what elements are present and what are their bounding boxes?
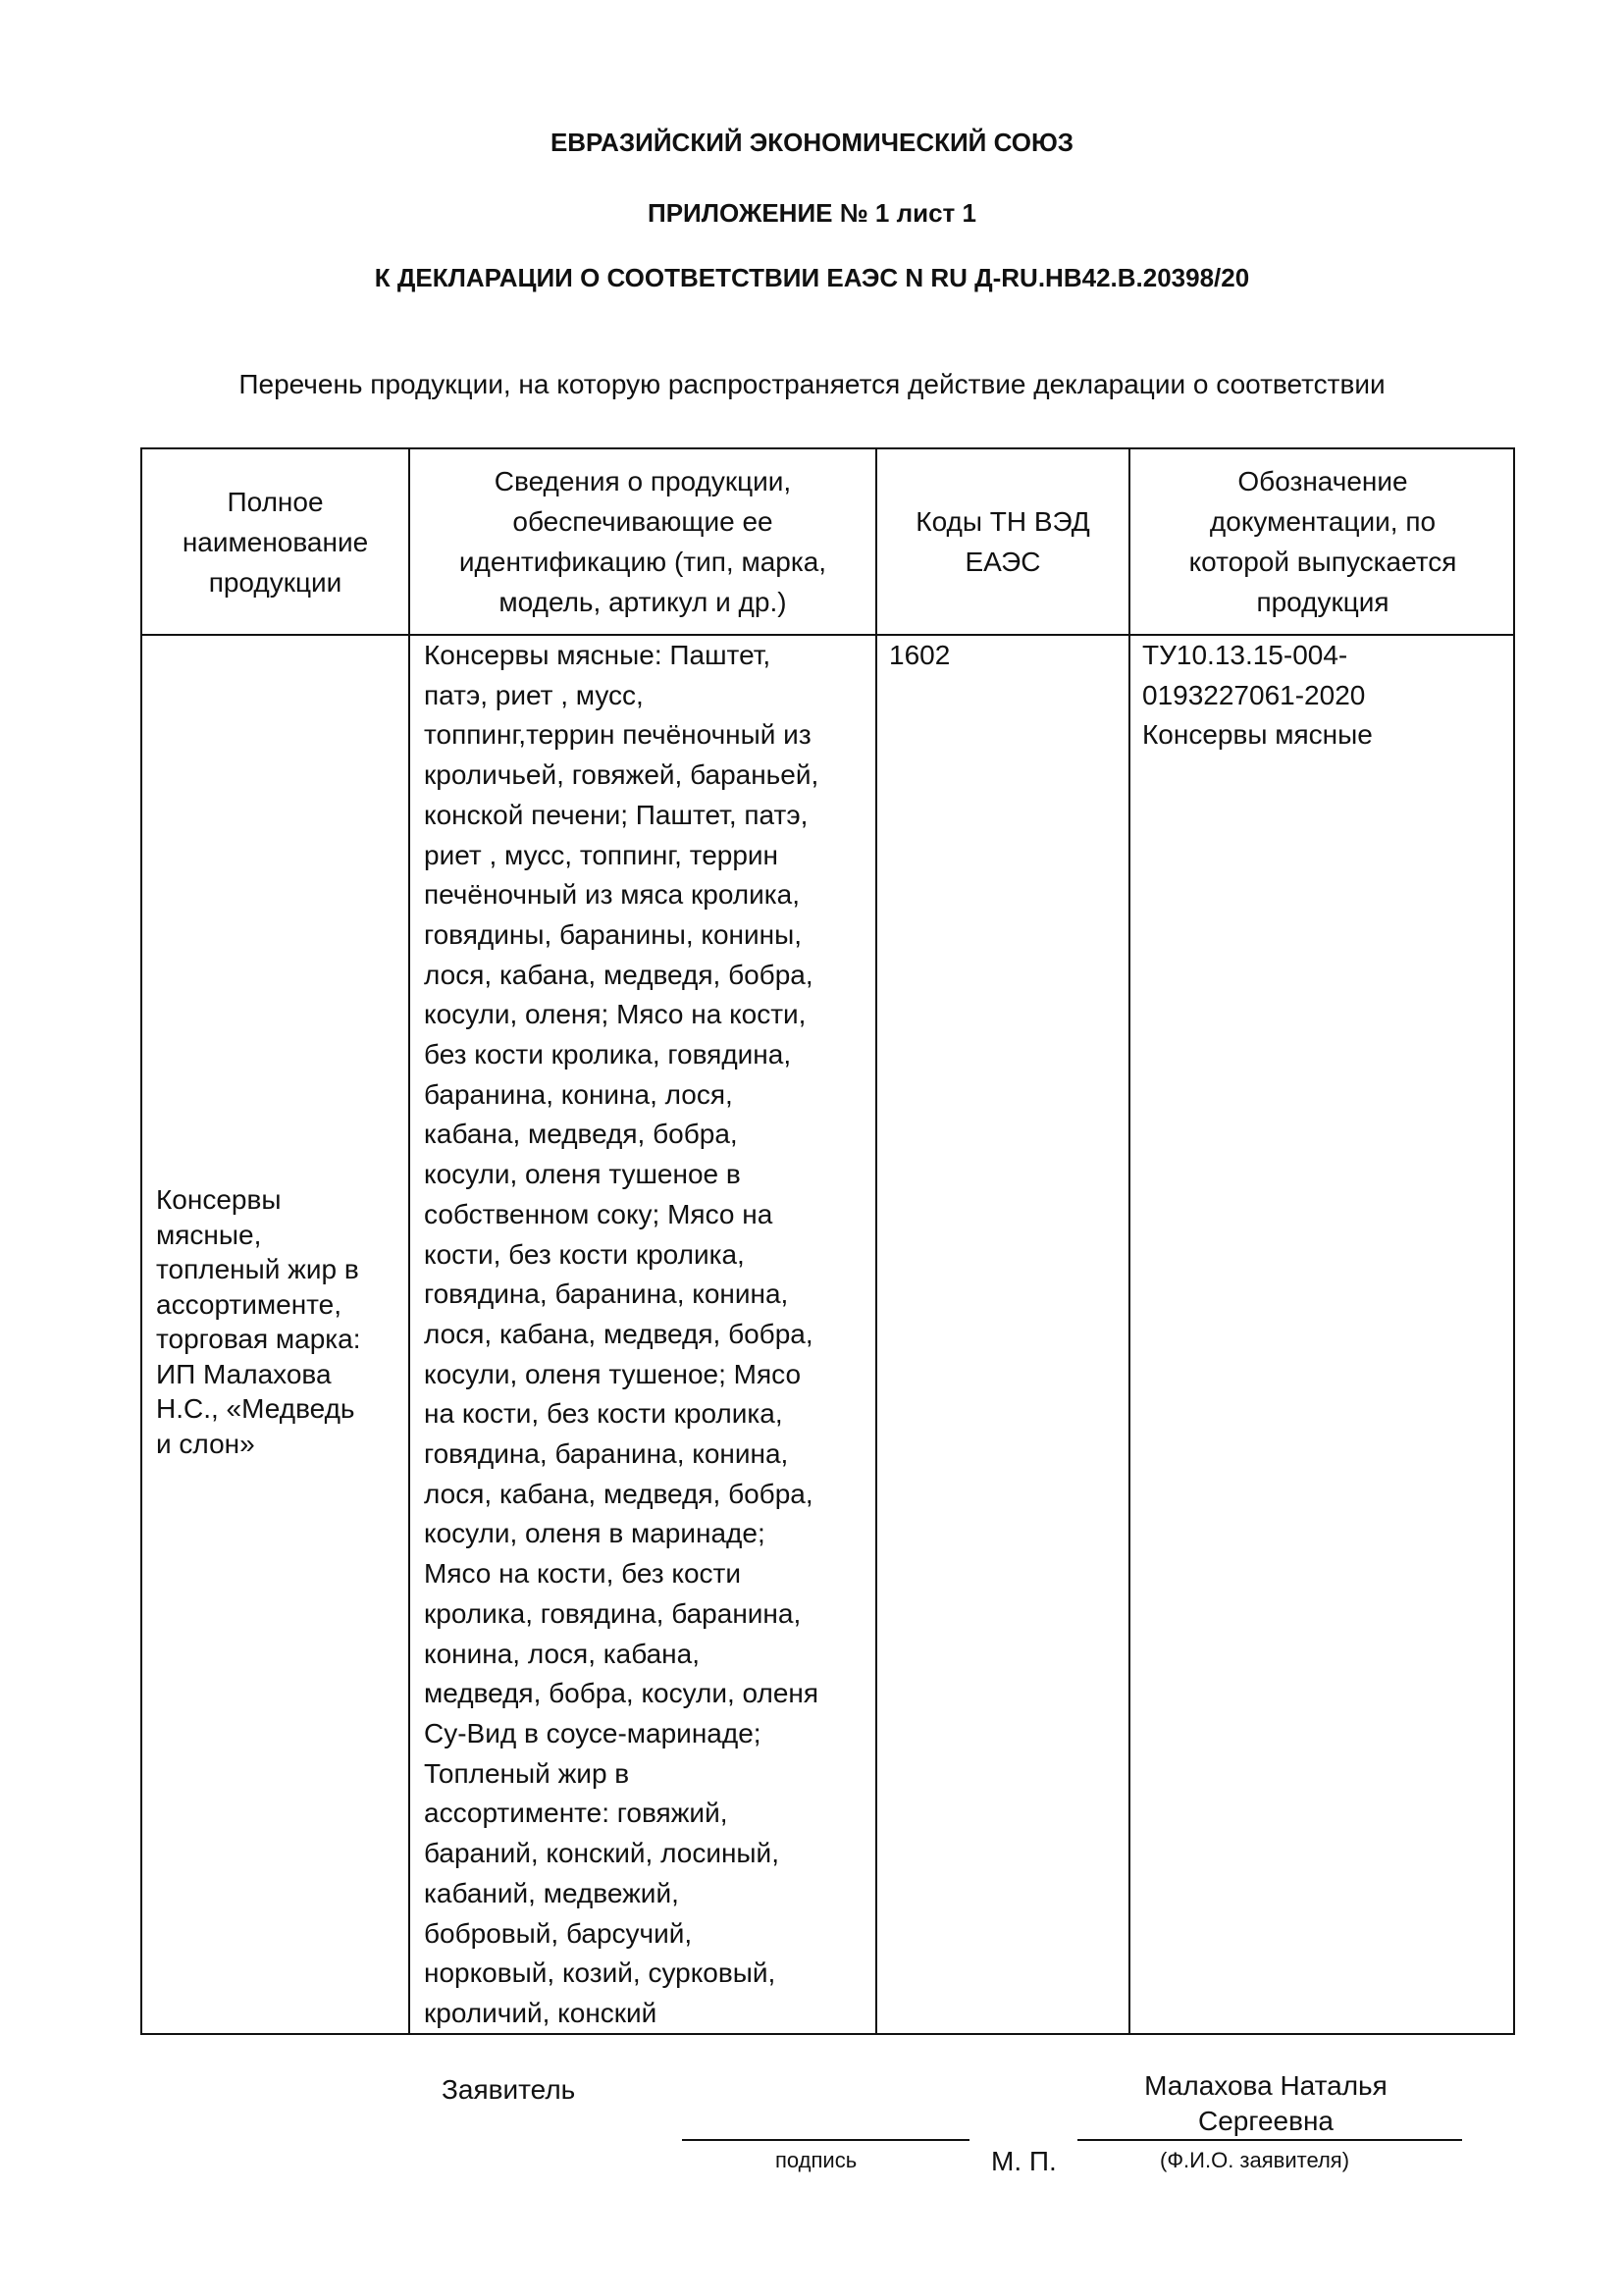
cell-documentation: ТУ10.13.15-004- 0193227061-2020 Консервы мясные	[1142, 640, 1373, 751]
fio-line	[1077, 2139, 1462, 2141]
header-union-title: ЕВРАЗИЙСКИЙ ЭКОНОМИЧЕСКИЙ СОЮЗ	[550, 128, 1074, 157]
fio-caption: (Ф.И.О. заявителя)	[1160, 2148, 1350, 2172]
cell-product-name: Консервы мясные, топленый жир в ассортименте, торговая марка: ИП Малахова Н.С., «Медведь и слон»	[156, 1184, 361, 1459]
header-appendix-title: ПРИЛОЖЕНИЕ № 1 лист 1	[648, 198, 976, 228]
signature-line	[682, 2139, 969, 2141]
stamp-place-label: М. П.	[991, 2146, 1057, 2176]
applicant-name: Малахова Наталья Сергеевна	[1144, 2070, 1388, 2136]
column-header-product-name: Полное наименование продукции	[182, 486, 369, 598]
applicant-label: Заявитель	[442, 2074, 576, 2105]
column-divider	[1128, 449, 1130, 2033]
column-header-tn-ved-code: Коды ТН ВЭД ЕАЭС	[916, 506, 1090, 577]
column-divider	[875, 449, 877, 2033]
column-header-documentation: Обозначение документации, по которой выпускается продукция	[1188, 466, 1457, 617]
cell-product-details: Консервы мясные: Паштет, патэ, риет , мусс, топпинг,террин печёночный из кроличьей, говяжей, бараньей, конской печени; Паштет, патэ, риет , мусс, топпинг, террин печёночный из мяса кролика, говядины, баранины, конины, лося, кабана, медведя, бобра, косули, оленя; Мясо на кости, без кости кролика, говядина, баранина, конина, лося, кабана, медведя, бобра, косули, оленя тушеное в собственном соку; Мясо на кости, без кости кролика, говядина, баранина, конина, лося, кабана, медведя, бобра, косули, оленя тушеное; Мясо на кости, без кости кролика, говядина, баранина, конина, лося, кабана, медведя, бобра, косули, оленя в маринаде; Мясо на кости, без кости кролика, говядина, баранина, конина, лося, кабана, медведя, бобра, косули, оленя Су-Вид в соусе-маринаде; Топленый жир в ассортименте: говяжий, бараний, конский, лосиный, кабаний, медвежий, бобровый, барсучий, норковый, козий, сурковый, кроличий, конский	[424, 640, 819, 2028]
column-divider	[408, 449, 410, 2033]
cell-tn-ved-code: 1602	[889, 640, 951, 670]
header-declaration-number: К ДЕКЛАРАЦИИ О СООТВЕТСТВИИ ЕАЭС N RU Д-RU.НВ42.В.20398/20	[374, 263, 1250, 292]
signature-caption: подпись	[775, 2148, 858, 2172]
product-list-subtitle: Перечень продукции, на которую распространяется действие декларации о соответствии	[238, 369, 1386, 399]
products-table	[140, 447, 1515, 2035]
column-header-product-info: Сведения о продукции, обеспечивающие ее идентификацию (тип, марка, модель, артикул и др.)	[458, 466, 827, 617]
